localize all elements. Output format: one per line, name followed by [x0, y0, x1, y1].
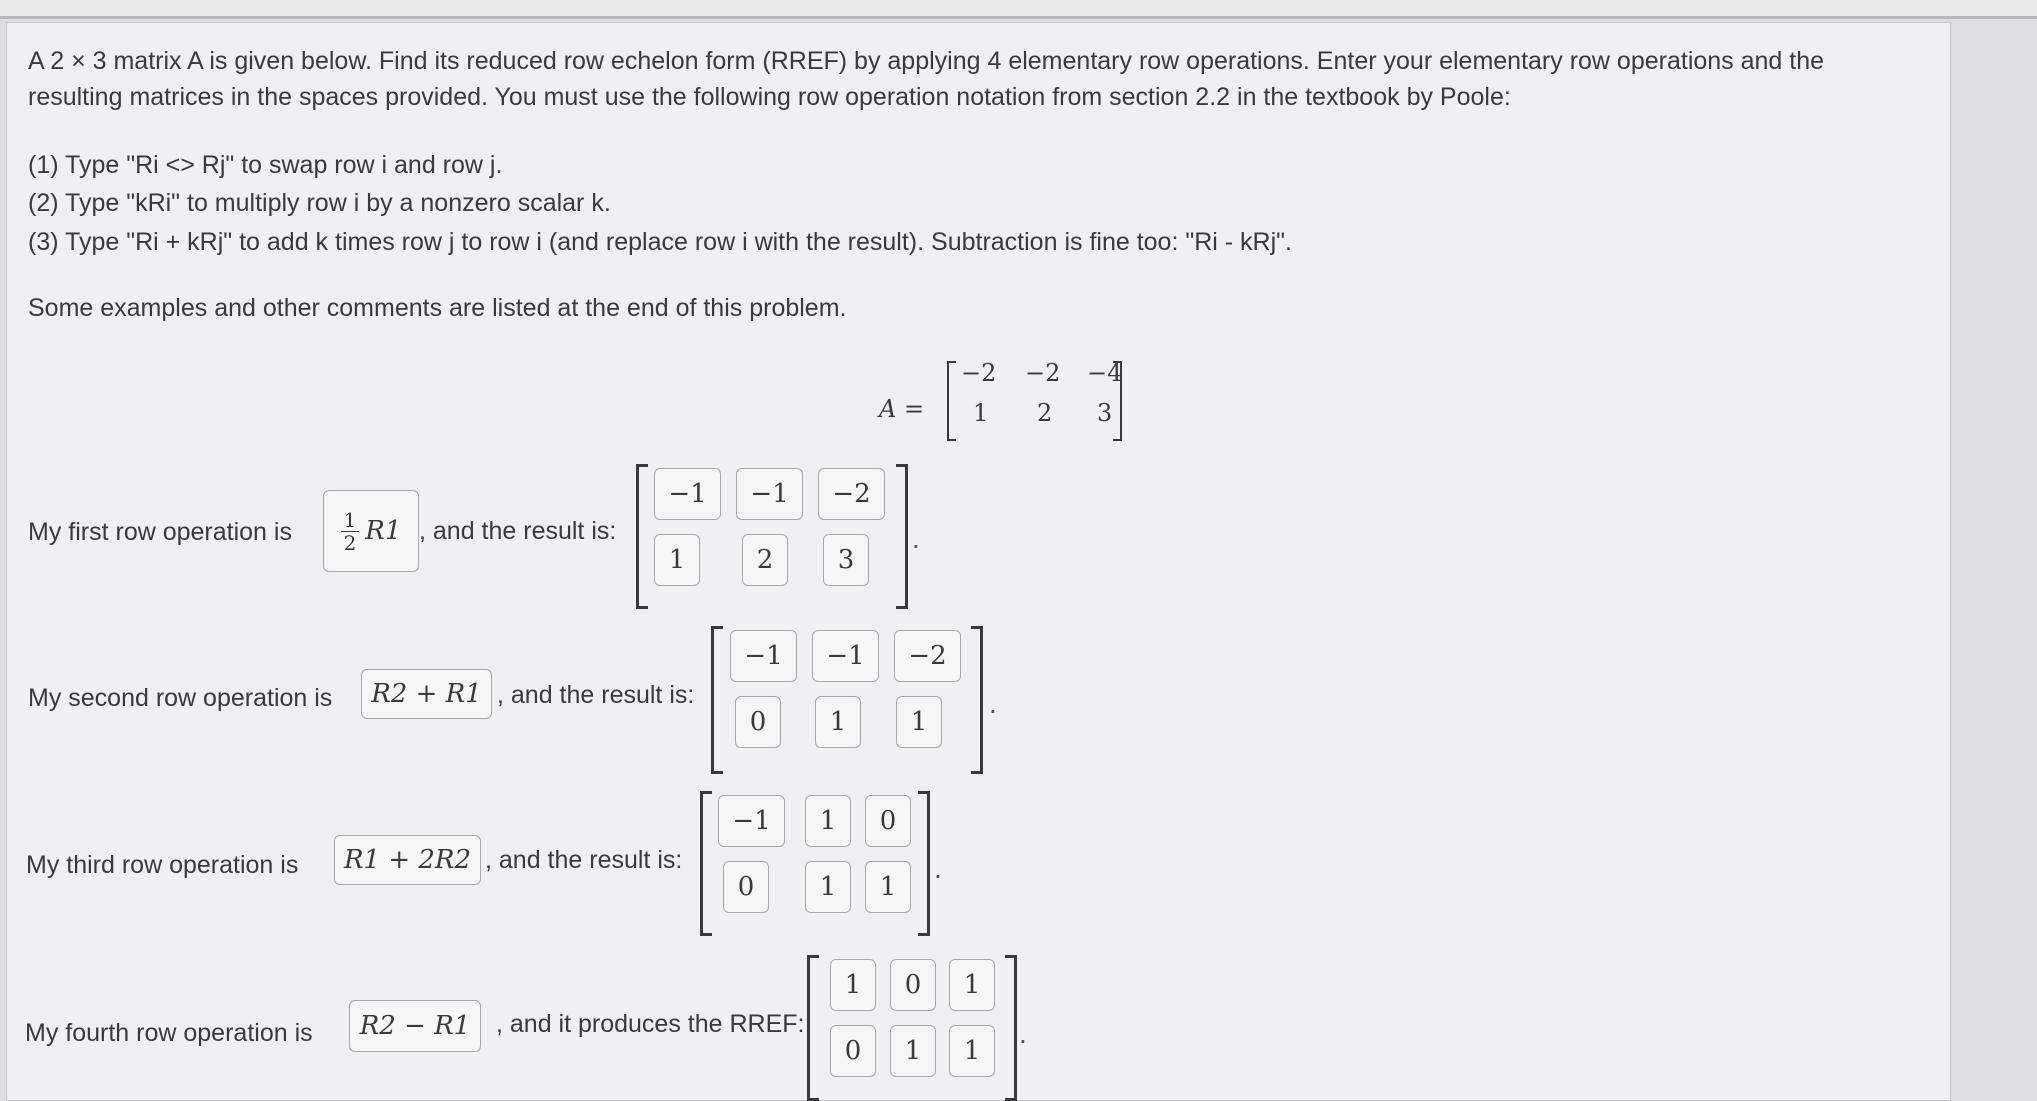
step1-right-bracket [896, 464, 908, 609]
step1-period: . [912, 523, 920, 554]
step4-prefix: My fourth row operation is [25, 1019, 313, 1047]
step1-cell-r1c2[interactable]: −1 [736, 468, 803, 520]
rule-add: (3) Type "Ri + kRj" to add k times row j to row i (and replace row i with the result). Subtraction is fine too: "Ri - kRj". [28, 228, 1292, 256]
step3-period: . [934, 853, 942, 884]
step3-cell-r1c1[interactable]: −1 [718, 795, 785, 847]
rule-scale: (2) Type "kRi" to multiply row i by a nonzero scalar k. [28, 189, 611, 217]
step4-cell-r2c2[interactable]: 1 [890, 1025, 936, 1077]
step1-operation-input[interactable] [323, 490, 419, 572]
step1-fraction-numerator: 1 [341, 509, 360, 532]
step1-fraction [341, 509, 360, 554]
step2-operation-input[interactable]: R2 + R1 [361, 669, 492, 719]
step2-prefix: My second row operation is [28, 684, 333, 712]
step1-cell-r1c3[interactable]: −2 [818, 468, 885, 520]
step1-cell-r2c1[interactable]: 1 [654, 534, 700, 586]
step2-cell-r1c3[interactable]: −2 [894, 630, 961, 682]
step2-right-bracket [971, 626, 983, 774]
step4-right-bracket [1005, 955, 1017, 1101]
step3-suffix: , and the result is: [485, 846, 683, 874]
step4-cell-r1c1[interactable]: 1 [830, 959, 876, 1011]
step1-cell-r1c1[interactable]: −1 [654, 468, 721, 520]
intro-line-2: resulting matrices in the spaces provided. You must use the following row operation notation from section 2.2 in the textbook by Poole: [28, 83, 1511, 111]
step3-left-bracket [700, 791, 712, 936]
examples-note: Some examples and other comments are listed at the end of this problem. [28, 294, 847, 322]
step1-cell-r2c2[interactable]: 2 [742, 534, 788, 586]
step1-prefix: My first row operation is [28, 518, 292, 546]
step2-period: . [989, 688, 997, 719]
step3-cell-r2c1[interactable]: 0 [723, 861, 769, 913]
page-top-edge [0, 0, 2037, 19]
intro-line-1: A 2 × 3 matrix A is given below. Find its reduced row echelon form (RREF) by applying 4 elementary row operations. Enter your elementary row operations and the [28, 47, 1825, 75]
step4-cell-r2c1[interactable]: 0 [830, 1025, 876, 1077]
step2-cell-r2c2[interactable]: 1 [815, 696, 861, 748]
matrix-a [873, 353, 1133, 453]
step4-period: . [1019, 1018, 1027, 1049]
matrix-a-right-bracket [1113, 361, 1122, 441]
step4-cell-r2c3[interactable]: 1 [949, 1025, 995, 1077]
step3-cell-r2c3[interactable]: 1 [865, 861, 911, 913]
step3-operation-input[interactable]: R1 + 2R2 [334, 835, 481, 885]
step4-suffix: , and it produces the RREF: [496, 1010, 805, 1038]
step1-cell-r2c3[interactable]: 3 [823, 534, 869, 586]
step2-cell-r2c3[interactable]: 1 [896, 696, 942, 748]
step4-cell-r1c3[interactable]: 1 [949, 959, 995, 1011]
step1-operation-value: R1 [365, 516, 402, 546]
step4-operation-input[interactable]: R2 − R1 [349, 1000, 481, 1052]
matrix-a-cell: −4 [1087, 359, 1123, 387]
matrix-a-label: A = [879, 395, 925, 423]
step4-cell-r1c2[interactable]: 0 [890, 959, 936, 1011]
matrix-a-left-bracket [947, 361, 956, 441]
step1-fraction-denominator: 2 [343, 530, 357, 555]
step1-left-bracket [636, 464, 648, 609]
step3-cell-r1c3[interactable]: 0 [865, 795, 911, 847]
matrix-a-cell: 3 [1097, 399, 1113, 427]
step2-suffix: , and the result is: [497, 681, 695, 709]
matrix-a-cell: −2 [1025, 359, 1061, 387]
step3-cell-r1c2[interactable]: 1 [805, 795, 851, 847]
step3-right-bracket [918, 791, 930, 936]
rule-swap: (1) Type "Ri <> Rj" to swap row i and row j. [28, 151, 503, 179]
step2-cell-r1c2[interactable]: −1 [812, 630, 879, 682]
step2-cell-r1c1[interactable]: −1 [730, 630, 797, 682]
step2-left-bracket [711, 626, 723, 774]
matrix-a-cell: 1 [973, 399, 989, 427]
matrix-a-cell: 2 [1037, 399, 1053, 427]
step1-suffix: , and the result is: [419, 517, 617, 545]
step3-cell-r2c2[interactable]: 1 [805, 861, 851, 913]
step4-left-bracket [807, 955, 819, 1101]
step3-prefix: My third row operation is [26, 851, 299, 879]
problem-panel [6, 22, 1951, 1101]
step2-cell-r2c1[interactable]: 0 [735, 696, 781, 748]
matrix-a-cell: −2 [961, 359, 997, 387]
